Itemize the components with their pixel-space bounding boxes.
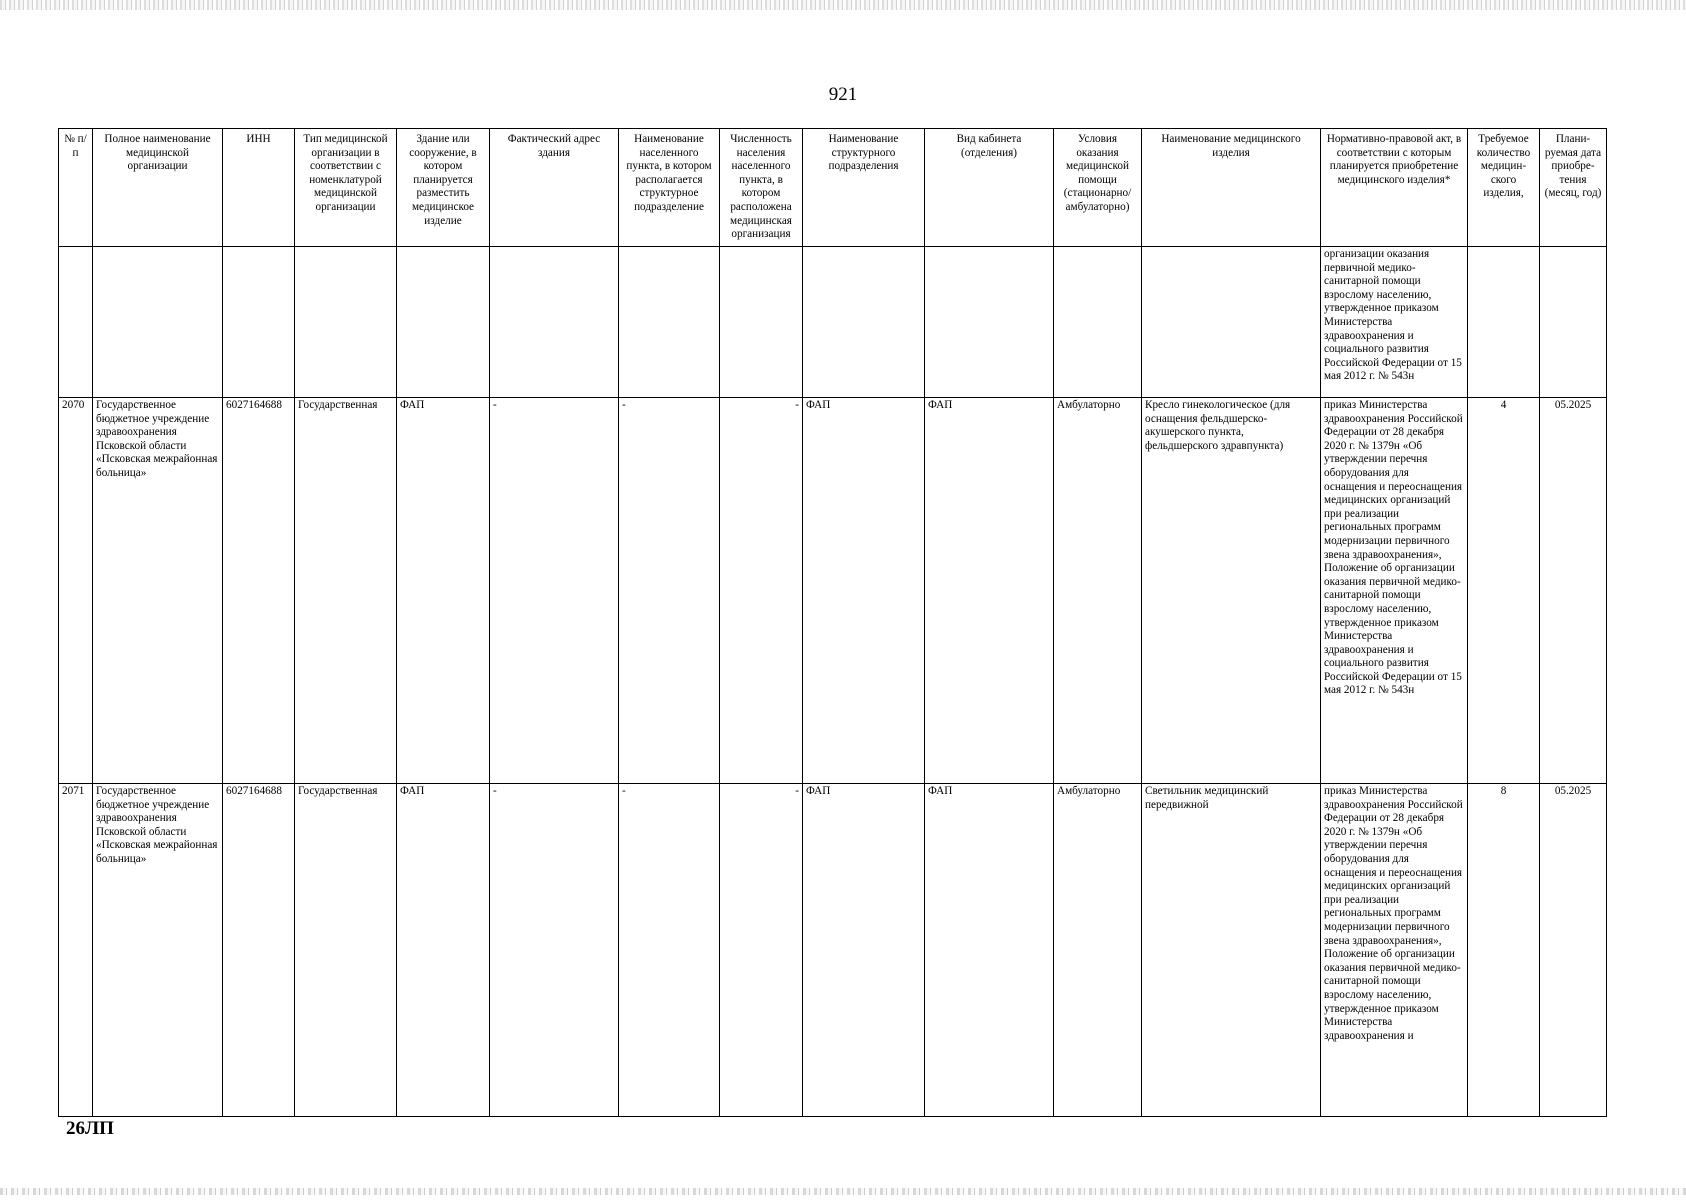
cell-quantity: 8 <box>1468 784 1540 1117</box>
header-inn: ИНН <box>223 129 295 247</box>
cell-inn: 6027164688 <box>223 784 295 1117</box>
header-conditions: Условия оказания медицинской помощи (стационарно/ амбулаторно) <box>1054 129 1142 247</box>
header-cabinet: Вид кабинета (отделения) <box>925 129 1054 247</box>
cell-unit: ФАП <box>803 398 925 784</box>
cell-population: - <box>720 398 803 784</box>
header-device: Наименование медицинского изделия <box>1142 129 1321 247</box>
cell-num: 2070 <box>59 398 93 784</box>
cell-locality: - <box>619 398 720 784</box>
header-org-name: Полное наименование медицинской организации <box>93 129 223 247</box>
header-org-type: Тип медицинской организации в соответствии с номенклатурой медицинской организации <box>295 129 397 247</box>
cell-num: 2071 <box>59 784 93 1117</box>
cell-org-type: Государственная <box>295 784 397 1117</box>
cell-org-name: Государственное бюджетное учреждение здравоохранения Псковской области «Псковская межрайонная больница» <box>93 784 223 1117</box>
cell-building: ФАП <box>397 784 490 1117</box>
cell-legal-act: приказ Министерства здравоохранения Российской Федерации от 28 декабря 2020 г. № 1379н «Об утверждении перечня оборудования для оснащения и переоснащения медицинских организаций при реализации региональных программ модернизации первичного звена здравоохранения», Положение об организации оказания первичной медико-санитарной помощи взрослому населению, утвержденное приказом Министерства здравоохранения и социального развития Российской Федерации от 15 мая 2012 г. № 543н <box>1321 398 1468 784</box>
cell-address: - <box>490 398 619 784</box>
cell-conditions: Амбулаторно <box>1054 398 1142 784</box>
cell-unit: ФАП <box>803 784 925 1117</box>
cell-address: - <box>490 784 619 1117</box>
cell-locality: - <box>619 784 720 1117</box>
cell-cabinet: ФАП <box>925 398 1054 784</box>
cell-inn: 6027164688 <box>223 398 295 784</box>
cell-conditions: Амбулаторно <box>1054 784 1142 1117</box>
cell-legal-act: приказ Министерства здравоохранения Российской Федерации от 28 декабря 2020 г. № 1379н «Об утверждении перечня оборудования для оснащения и переоснащения медицинских организаций при реализации региональных программ модернизации первичного звена здравоохранения», Положение об организации оказания первичной медико-санитарной помощи взрослому населению, утвержденное приказом Министерства здравоохранения и <box>1321 784 1468 1117</box>
cell-date: 05.2025 <box>1540 784 1607 1117</box>
header-legal-act: Нормативно-правовой акт, в соответствии с которым планируется приобретение медицинского изделия* <box>1321 129 1468 247</box>
header-num: № п/п <box>59 129 93 247</box>
cell-cabinet: ФАП <box>925 784 1054 1117</box>
header-building: Здание или сооружение, в котором планируется разместить медицинское изделие <box>397 129 490 247</box>
equipment-table <box>58 128 1607 1117</box>
scan-edge-bottom <box>0 1188 1686 1195</box>
cell-org-type: Государственная <box>295 398 397 784</box>
scan-edge-top <box>0 0 1686 10</box>
page-number: 921 <box>828 84 858 105</box>
cell-device: Кресло гинекологическое (для оснащения фельдшерско-акушерского пункта, фельдшерского здравпункта) <box>1142 398 1321 784</box>
cell-quantity: 4 <box>1468 398 1540 784</box>
table-row <box>59 784 1607 1117</box>
cell-building: ФАП <box>397 398 490 784</box>
header-population: Численность населения населенного пункта, в котором расположена медицинская организация <box>720 129 803 247</box>
header-row <box>59 129 1607 247</box>
table-row <box>59 398 1607 784</box>
cell-org-name: Государственное бюджетное учреждение здравоохранения Псковской области «Псковская межрайонная больница» <box>93 398 223 784</box>
header-address: Фактический адрес здания <box>490 129 619 247</box>
header-date: Плани-руемая дата приобре-тения (месяц, год) <box>1540 129 1607 247</box>
table-row-continuation <box>59 247 1607 398</box>
header-quantity: Требуемое количество медицин-ского изделия, <box>1468 129 1540 247</box>
cell-device: Светильник медицинский передвижной <box>1142 784 1321 1117</box>
cell-population: - <box>720 784 803 1117</box>
cell-legal-act: организации оказания первичной медико-санитарной помощи взрослому населению, утвержденное приказом Министерства здравоохранения и социального развития Российской Федерации от 15 мая 2012 г. № 543н <box>1321 247 1468 398</box>
header-unit: Наименование структурного подразделения <box>803 129 925 247</box>
cell-date: 05.2025 <box>1540 398 1607 784</box>
footer-code: 26ЛП <box>66 1118 114 1139</box>
header-locality: Наименование населенного пункта, в котором располагается структурное подразделение <box>619 129 720 247</box>
